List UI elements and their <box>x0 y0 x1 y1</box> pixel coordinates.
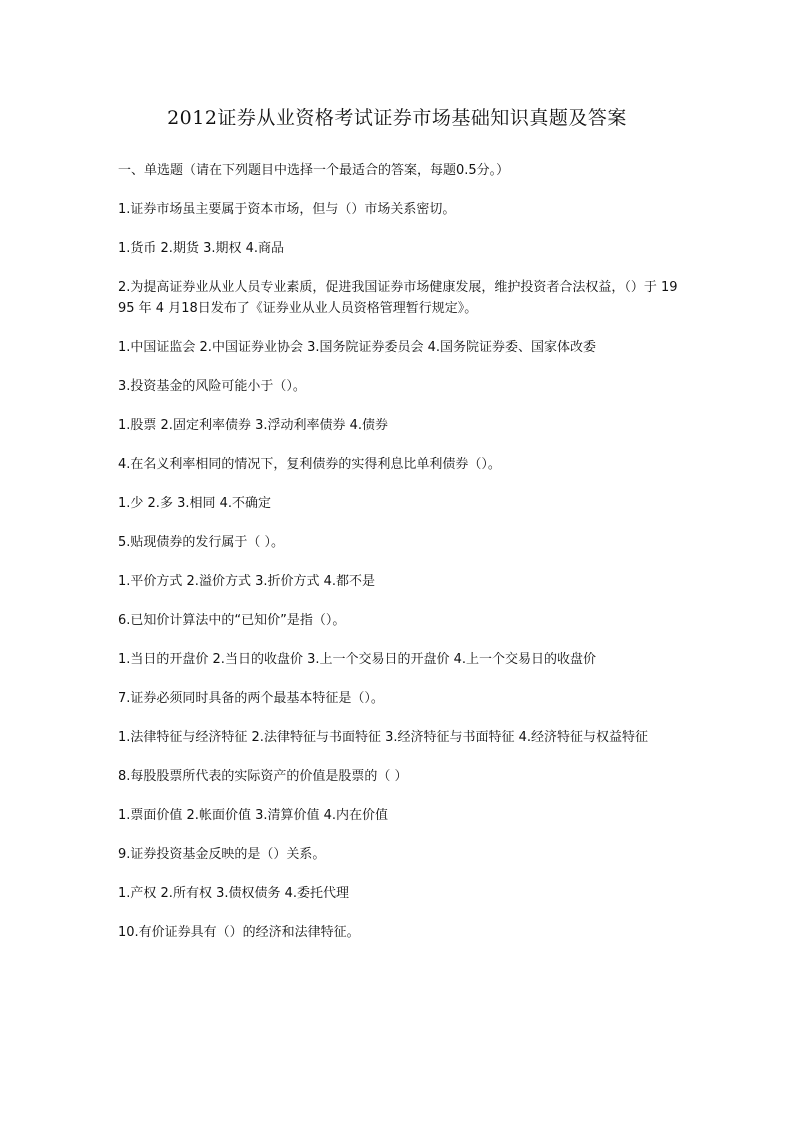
options-9: 1.产权 2.所有权 3.债权债务 4.委托代理 <box>118 886 350 901</box>
question-5: 5.贴现债券的发行属于（ ）。 <box>118 535 285 550</box>
section-heading: 一、单选题（请在下列题目中选择一个最适合的答案，每题0.5分。） <box>118 163 510 178</box>
question-8: 8.每股股票所代表的实际资产的价值是股票的（ ） <box>118 769 408 784</box>
question-7: 7.证券必须同时具备的两个最基本特征是（）。 <box>118 691 384 706</box>
document-title: 2012证券从业资格考试证券市场基础知识真题及答案 <box>167 107 627 129</box>
question-9: 9.证券投资基金反映的是（）关系。 <box>118 847 326 862</box>
options-7: 1.法律特征与经济特征 2.法律特征与书面特征 3.经济特征与书面特征 4.经济特征与权益特征 <box>118 730 649 745</box>
document-body <box>118 160 684 961</box>
question-4: 4.在名义利率相同的情况下，复利债券的实得利息比单利债券（）。 <box>118 457 501 472</box>
options-6: 1.当日的开盘价 2.当日的收盘价 3.上一个交易日的开盘价 4.上一个交易日的收盘价 <box>118 652 597 667</box>
options-8: 1.票面价值 2.帐面价值 3.清算价值 4.内在价值 <box>118 808 389 823</box>
options-5: 1.平价方式 2.溢价方式 3.折价方式 4.都不是 <box>118 574 376 589</box>
question-6: 6.已知价计算法中的“已知价”是指（）。 <box>118 613 346 628</box>
question-2: 2.为提高证券业从业人员专业素质，促进我国证券市场健康发展，维护投资者合法权益，（）于 1995 年 4 月18日发布了《证券业从业人员资格管理暂行规定》。 <box>118 280 678 316</box>
options-4: 1.少 2.多 3.相同 4.不确定 <box>118 496 272 511</box>
options-1: 1.货币 2.期货 3.期权 4.商品 <box>118 241 285 256</box>
question-1: 1.证券市场虽主要属于资本市场，但与（）市场关系密切。 <box>118 202 456 217</box>
question-3: 3.投资基金的风险可能小于（）。 <box>118 379 306 394</box>
options-2: 1.中国证监会 2.中国证券业协会 3.国务院证券委员会 4.国务院证券委、国家体改委 <box>118 340 597 355</box>
question-10: 10.有价证券具有（）的经济和法律特征。 <box>118 925 360 940</box>
options-3: 1.股票 2.固定利率债券 3.浮动利率债券 4.债券 <box>118 418 389 433</box>
